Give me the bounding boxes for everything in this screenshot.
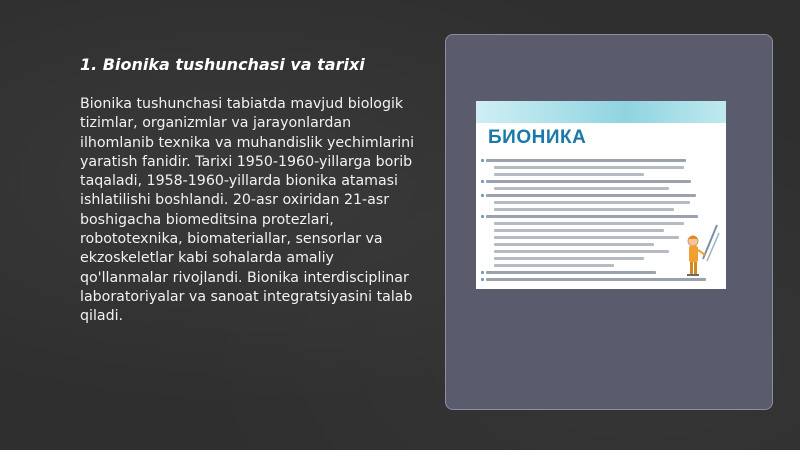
bullet-line bbox=[494, 173, 644, 176]
bullet-line bbox=[486, 180, 691, 183]
cartoon-scientist-icon bbox=[681, 219, 721, 279]
bullet-line bbox=[494, 229, 664, 232]
bullet-line bbox=[494, 201, 690, 204]
thumbnail-header-band bbox=[476, 101, 726, 123]
slide-title: 1. Bionika tushunchasi va tarixi bbox=[80, 55, 365, 74]
bullet-line bbox=[494, 222, 684, 225]
bullet-line bbox=[486, 159, 686, 162]
bullet-line bbox=[486, 215, 698, 218]
bullet-line bbox=[486, 194, 696, 197]
slide-thumbnail-image bbox=[476, 101, 726, 289]
bullet-line bbox=[494, 236, 679, 239]
bullet-line bbox=[494, 208, 674, 211]
bullet-line bbox=[494, 250, 669, 253]
bullet-line bbox=[494, 166, 684, 169]
image-panel bbox=[445, 34, 773, 410]
thumbnail-bullet-lines bbox=[486, 159, 701, 285]
thumbnail-heading: БИОНИКА bbox=[488, 127, 587, 148]
bullet-line bbox=[494, 264, 614, 267]
slide-body-text: Bionika tushunchasi tabiatda mavjud biologik tizimlar, organizmlar va jarayonlardan ilhomlanib texnika va muhandislik yechimlarini yaratish fanidir. Tarixi 1950-1960-yillarga borib taqaladi, 1958-1960-yillarda bionika atamasi ishlatilishi boshlandi. 20-asr oxiridan 21-asr boshigacha biomeditsina protezlari, robototexnika, biomateriallar, sensorlar va ekzoskeletlar kabi sohalarda amaliy qo'llanmalar rivojlandi. Bionika interdisciplinar laboratoriyalar va sanoat integratsiyasini talab qiladi. bbox=[80, 96, 415, 325]
bullet-line bbox=[494, 187, 669, 190]
bullet-line bbox=[494, 257, 644, 260]
bullet-line bbox=[494, 243, 654, 246]
bullet-line bbox=[486, 278, 706, 281]
bullet-line bbox=[486, 271, 656, 274]
